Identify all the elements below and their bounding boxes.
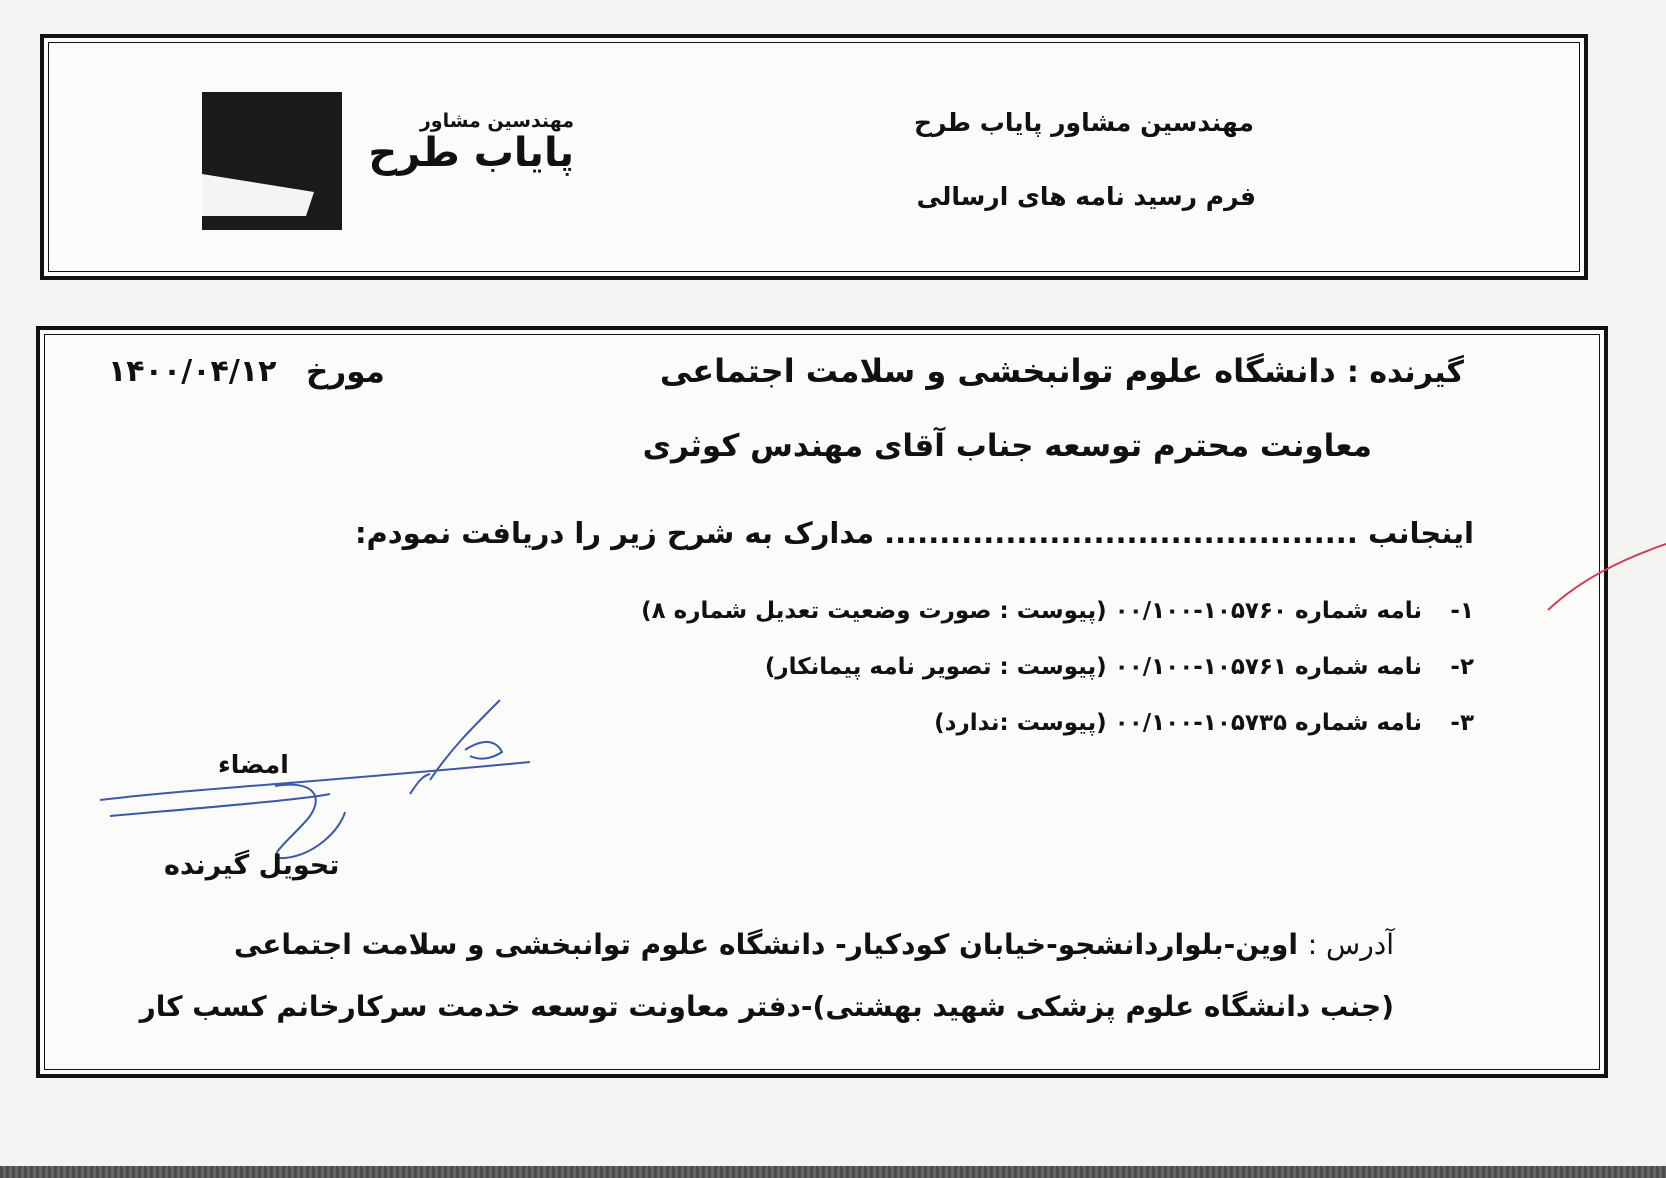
- address-text-1: اوین-بلواردانشجو-خیابان کودکیار- دانشگاه علوم توانبخشی و سلامت اجتماعی: [233, 928, 1298, 961]
- logo-name: پایاب طرح: [368, 130, 574, 176]
- letter-text: نامه شماره ۱۰۵۷۶۰-۰۰/۱۰۰ (پیوست : صورت وضعیت تعدیل شماره ۸): [641, 598, 1422, 624]
- letter-list: [614, 598, 1474, 766]
- logo-text: [354, 110, 574, 176]
- address-label: آدرس :: [1307, 928, 1394, 961]
- scan-bottom-edge: [0, 1166, 1666, 1178]
- header-box: [40, 34, 1588, 280]
- company-logo-icon: [202, 92, 342, 230]
- recipient-name: دانشگاه علوم توانبخشی و سلامت اجتماعی: [659, 352, 1336, 390]
- form-body-box: [36, 326, 1608, 1078]
- logo-subtitle: مهندسین مشاور: [419, 110, 574, 132]
- letter-number: ۱-: [1450, 598, 1474, 624]
- letter-number: ۳-: [1450, 710, 1474, 736]
- signature-label: امضاء: [218, 750, 289, 779]
- date-label: مورخ: [306, 354, 385, 390]
- address-line-1: [234, 928, 1394, 961]
- salutation: معاونت محترم توسعه جناب آقای مهندس کوثری: [642, 428, 1372, 464]
- letter-number: ۲-: [1450, 654, 1474, 680]
- recipient-label: گیرنده :: [1346, 355, 1464, 390]
- form-title: فرم رسید نامه های ارسالی: [916, 182, 1256, 211]
- list-item: [614, 598, 1474, 654]
- scan-pen-mark: [1540, 540, 1666, 620]
- logo-mark-shape: [202, 92, 342, 230]
- address-line-2: (جنب دانشگاه علوم پزشکی شهید بهشتی)-دفتر معاونت توسعه خدمت سرکارخانم کسب کار: [139, 990, 1394, 1023]
- list-item: [614, 710, 1474, 766]
- date-value: ۱۴۰۰/۰۴/۱۲: [108, 354, 277, 389]
- letter-text: نامه شماره ۱۰۵۷۶۱-۰۰/۱۰۰ (پیوست : تصویر نامه پیمانکار): [764, 654, 1422, 680]
- letter-text: نامه شماره ۱۰۵۷۳۵-۰۰/۱۰۰ (پیوست :ندارد): [934, 710, 1422, 736]
- receiver-label: تحویل گیرنده: [164, 850, 340, 881]
- company-title: مهندسین مشاور پایاب طرح: [913, 108, 1254, 137]
- recipient-line: [660, 352, 1464, 390]
- receipt-statement: اینجانب ........................................... مدارک به شرح زیر را دریافت نمودم:: [354, 516, 1474, 550]
- list-item: [614, 654, 1474, 710]
